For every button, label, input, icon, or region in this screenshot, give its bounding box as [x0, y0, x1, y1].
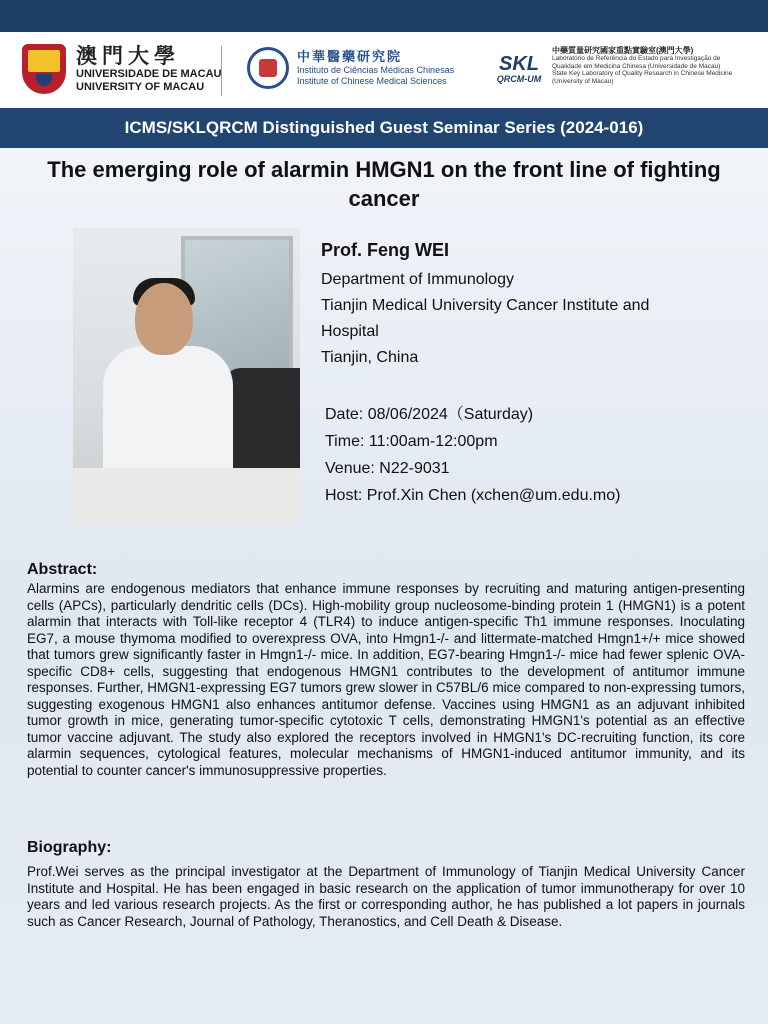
icms-name-en: Institute of Chinese Medical Sciences: [297, 75, 447, 86]
um-name-cn: 澳門大學: [76, 43, 180, 69]
skl-name-pt-2: Qualidade em Medicina Chinesa (Universidade de Macau): [552, 62, 721, 70]
speaker-institution-line-1: Tianjin Medical University Cancer Institute and: [321, 297, 650, 314]
speaker-department: Department of Immunology: [321, 271, 514, 288]
um-name-pt: UNIVERSIDADE DE MACAU: [76, 68, 222, 81]
speaker-city: Tianjin, China: [321, 349, 419, 366]
event-host: Host: Prof.Xin Chen (xchen@um.edu.mo): [325, 487, 621, 504]
skl-logo: [490, 46, 732, 85]
skl-name-en-2: (University of Macau): [552, 77, 614, 85]
abstract-heading: Abstract:: [27, 561, 98, 578]
skl-mark-small: QRCM-UM: [496, 74, 542, 84]
icms-name-pt: Instituto de Ciências Médicas Chinesas: [297, 65, 455, 75]
logo-divider: [221, 46, 222, 96]
skl-mark-big: SKL: [499, 53, 539, 75]
skl-mark-icon: [490, 54, 548, 84]
talk-title: The emerging role of alarmin HMGN1 on the front line of fighting cancer: [47, 157, 721, 211]
icms-logo: [247, 47, 454, 89]
event-time: Time: 11:00am-12:00pm: [325, 433, 498, 450]
event-venue: Venue: N22-9031: [325, 460, 450, 477]
biography-heading: Biography:: [27, 839, 112, 856]
um-crest-icon: [22, 44, 66, 94]
speaker-affiliation: [321, 267, 721, 371]
speaker-name: Prof. Feng WEI: [321, 240, 449, 260]
skl-name-pt-1: Laboratório de Referência do Estado para Investigação de: [552, 55, 721, 63]
top-band: [0, 0, 768, 32]
seminar-series-banner: ICMS/SKLQRCM Distinguished Guest Seminar Series (2024-016): [0, 108, 768, 148]
um-logo: [22, 44, 221, 94]
icms-name-cn: 中華醫藥研究院: [297, 49, 403, 65]
logo-header: [0, 32, 768, 108]
event-date: Date: 08/06/2024（Saturday): [325, 406, 534, 423]
event-details: [325, 401, 620, 509]
abstract-text: Alarmins are endogenous mediators that enhance immune responses by recruiting and maturing antigen-presenting cells (APCs), particularly dendritic cells (DCs). High-mobility group nucleosome-binding protein 1 (HMGN1) is a potent alarmin that interacts with Toll-like receptor 4 (TLR4) to induce antigen-specific Th1 immune responses. Inoculating EG7, a mouse thymoma modified to overexpress OVA, into Hmgn1-/- and littermate-matched Hmgn1+/+ mice showed that tumors grew significantly faster in Hmgn1-/- mice. In addition, EG7-bearing Hmgn1-/- mice had fewer splenic OVA-specific CD8+ cells, suggesting that endogenous HMGN1 contributes to the development of antitumor immune responses. Further, HMGN1-expressing EG7 tumors grew slower in C57BL/6 mice compared to non-expressing tumors, suggesting exogenous HMGN1 also enhances antitumor defense. Vaccines using HMGN1 as an adjuvant inhibited tumor growth in mice, generating tumor-specific cytotoxic T cells, demonstrating HMGN1's potential as an effective tumor vaccine adjuvant. The study also explored the receptors involved in HMGN1's DC-recruiting function, its core alarmin sequences, cytological features, molecular mechanisms of HMGN1-induced antitumor immunity, and its potential to counter cancer's immunosuppressive properties.: [27, 581, 745, 778]
icms-seal-icon: [247, 47, 289, 89]
um-name-en: UNIVERSITY OF MACAU: [76, 81, 205, 94]
speaker-institution-line-2: Hospital: [321, 323, 379, 340]
skl-name-cn: 中藥質量研究國家重點實驗室(澳門大學): [552, 46, 694, 55]
skl-name-en-1: State Key Laboratory of Quality Research in Chinese Medicine: [552, 70, 733, 78]
biography-text: Prof.Wei serves as the principal investigator at the Department of Immunology of Tianjin Medical University Cancer Institute and Hospital. He has been engaged in basic research on the application of tumor immunotherapy for over 10 years and led various research projects. As the first or corresponding author, he has published a lot papers in journals such as Cancer Research, Journal of Pathology, Theranostics, and Cell Death & Disease.: [27, 864, 745, 929]
speaker-photo: [73, 228, 300, 524]
